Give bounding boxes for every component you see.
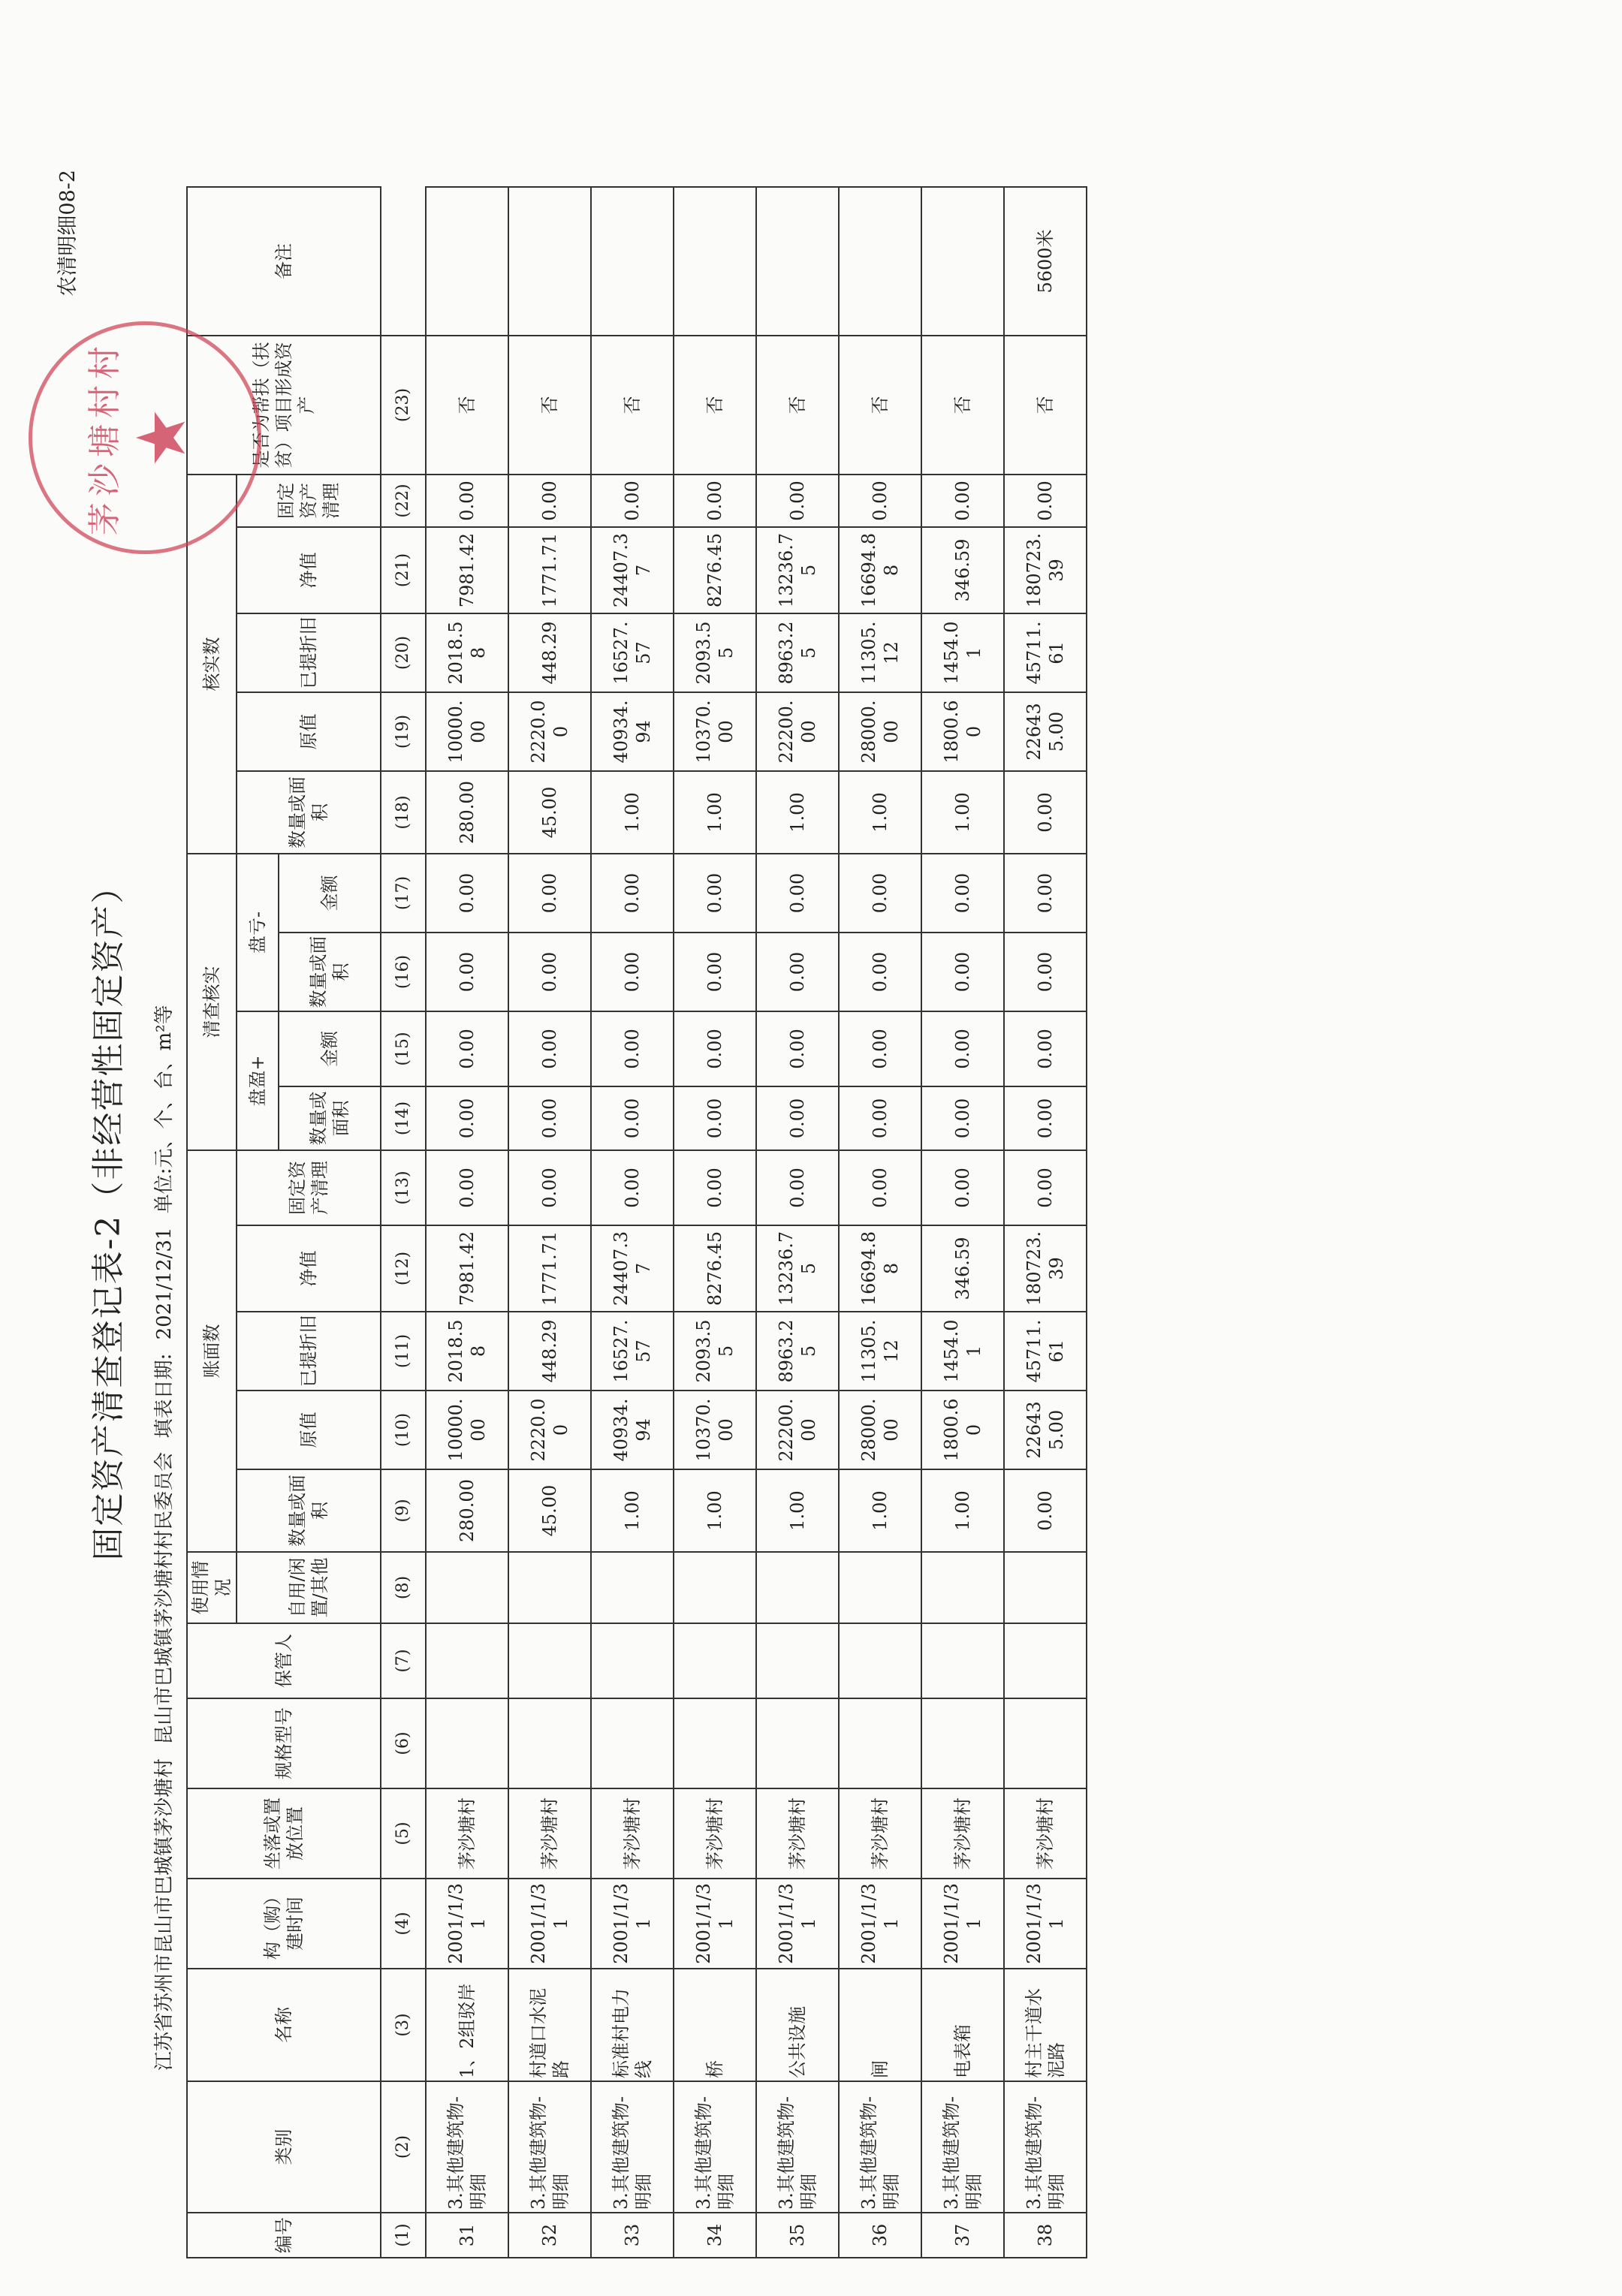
cell-net: 16694.88 <box>839 1225 921 1312</box>
cell-pov: 否 <box>591 336 674 475</box>
cell-net: 13236.75 <box>756 1225 839 1312</box>
cell-remark <box>508 187 591 336</box>
cell-pov: 否 <box>674 336 756 475</box>
col-number: (9) <box>381 1469 426 1552</box>
cell-id: 35 <box>756 2213 839 2258</box>
table-row <box>756 187 839 2258</box>
cell-pov: 否 <box>839 336 921 475</box>
cell-model <box>1004 1698 1087 1788</box>
cell-usage <box>426 1552 508 1623</box>
cell-cd: 11305.12 <box>839 613 921 692</box>
cell-id: 31 <box>426 2213 508 2258</box>
cell-name: 公共设施 <box>756 1969 839 2081</box>
cell-clean: 0.00 <box>426 1150 508 1225</box>
cell-la: 0.00 <box>839 854 921 933</box>
cell-cn: 180723.39 <box>1004 527 1087 613</box>
cell-sq: 0.00 <box>921 1086 1004 1150</box>
cell-keeper <box>1004 1623 1087 1698</box>
cell-qty: 1.00 <box>674 1469 756 1552</box>
cell-sa: 0.00 <box>426 1011 508 1086</box>
cell-cd: 16527.57 <box>591 613 674 692</box>
cell-usage <box>674 1552 756 1623</box>
cell-keeper <box>591 1623 674 1698</box>
header-l-qty: 数量或面积 <box>279 933 381 1011</box>
cell-cq: 1.00 <box>591 771 674 854</box>
cell-depr: 448.29 <box>508 1312 591 1391</box>
cell-category: 3.其他建筑物-明细 <box>674 2081 756 2213</box>
cell-remark <box>756 187 839 336</box>
cell-category: 3.其他建筑物-明细 <box>591 2081 674 2213</box>
cell-usage <box>756 1552 839 1623</box>
cell-la: 0.00 <box>756 854 839 933</box>
cell-cc: 0.00 <box>426 475 508 527</box>
cell-cn: 13236.75 <box>756 527 839 613</box>
cell-co: 226435.00 <box>1004 692 1087 771</box>
cell-remark <box>591 187 674 336</box>
cell-loc: 茅沙塘村 <box>921 1788 1004 1879</box>
cell-keeper <box>756 1623 839 1698</box>
header-checked-group: 核实数 <box>187 475 237 854</box>
registration-sheet <box>6 134 1508 2296</box>
header-c-orig: 原值 <box>237 692 381 771</box>
cell-category: 3.其他建筑物-明细 <box>426 2081 508 2213</box>
seal-text: 茅沙塘村村 <box>86 340 124 535</box>
cell-orig: 10000.00 <box>426 1391 508 1469</box>
cell-sq: 0.00 <box>426 1086 508 1150</box>
col-number: (15) <box>381 1011 426 1086</box>
cell-id: 37 <box>921 2213 1004 2258</box>
col-number: (10) <box>381 1391 426 1469</box>
cell-co: 28000.00 <box>839 692 921 771</box>
col-number: (16) <box>381 933 426 1011</box>
cell-net: 7981.42 <box>426 1225 508 1312</box>
cell-usage <box>839 1552 921 1623</box>
cell-net: 24407.37 <box>591 1225 674 1312</box>
cell-lq: 0.00 <box>839 933 921 1011</box>
header-verify-group: 清查核实 <box>187 854 237 1150</box>
table-row <box>674 187 756 2258</box>
cell-model <box>508 1698 591 1788</box>
cell-depr: 2093.55 <box>674 1312 756 1391</box>
cell-clean: 0.00 <box>674 1150 756 1225</box>
header-depr: 已提折旧 <box>237 1312 381 1391</box>
header-name: 名称 <box>187 1969 381 2081</box>
cell-cc: 0.00 <box>756 475 839 527</box>
form-code: 农清明细08-2 <box>56 170 80 297</box>
cell-category: 3.其他建筑物-明细 <box>508 2081 591 2213</box>
cell-usage <box>508 1552 591 1623</box>
cell-loc: 茅沙塘村 <box>674 1788 756 1879</box>
cell-net: 346.59 <box>921 1225 1004 1312</box>
cell-usage <box>1004 1552 1087 1623</box>
col-number: (5) <box>381 1788 426 1879</box>
col-number: (1) <box>381 2213 426 2258</box>
cell-cq: 0.00 <box>1004 771 1087 854</box>
cell-name: 闸 <box>839 1969 921 2081</box>
cell-clean: 0.00 <box>921 1150 1004 1225</box>
cell-pov: 否 <box>1004 336 1087 475</box>
cell-sa: 0.00 <box>839 1011 921 1086</box>
cell-name: 电表箱 <box>921 1969 1004 2081</box>
cell-name: 村主干道水泥路 <box>1004 1969 1087 2081</box>
cell-cd: 2018.58 <box>426 613 508 692</box>
cell-cn: 24407.37 <box>591 527 674 613</box>
cell-orig: 10370.00 <box>674 1391 756 1469</box>
header-loss-group: 盘亏- <box>237 854 279 1011</box>
fill-date: 2021/12/31 <box>153 1227 176 1340</box>
cell-la: 0.00 <box>508 854 591 933</box>
cell-keeper <box>921 1623 1004 1698</box>
cell-la: 0.00 <box>921 854 1004 933</box>
asset-table <box>186 186 1087 2258</box>
table-row <box>921 187 1004 2258</box>
cell-loc: 茅沙塘村 <box>426 1788 508 1879</box>
unit-name: 昆山市巴城镇茅沙塘村村民委员会 <box>153 1451 176 1745</box>
cell-loc: 茅沙塘村 <box>508 1788 591 1879</box>
cell-model <box>756 1698 839 1788</box>
cell-date: 2001/1/3 1 <box>839 1879 921 1969</box>
col-number: (3) <box>381 1969 426 2081</box>
cell-orig: 22200.00 <box>756 1391 839 1469</box>
cell-co: 2220.00 <box>508 692 591 771</box>
header-l-amt: 金额 <box>279 854 381 933</box>
cell-clean: 0.00 <box>1004 1150 1087 1225</box>
cell-net: 8276.45 <box>674 1225 756 1312</box>
col-number: (14) <box>381 1086 426 1150</box>
cell-id: 34 <box>674 2213 756 2258</box>
col-number: (12) <box>381 1225 426 1312</box>
cell-id: 38 <box>1004 2213 1087 2258</box>
table-row <box>1004 187 1087 2258</box>
cell-qty: 1.00 <box>756 1469 839 1552</box>
cell-model <box>591 1698 674 1788</box>
cell-date: 2001/1/3 1 <box>426 1879 508 1969</box>
cell-cd: 8963.25 <box>756 613 839 692</box>
cell-sq: 0.00 <box>839 1086 921 1150</box>
cell-lq: 0.00 <box>1004 933 1087 1011</box>
cell-loc: 茅沙塘村 <box>756 1788 839 1879</box>
cell-cc: 0.00 <box>674 475 756 527</box>
header-qty: 数量或面积 <box>237 1469 381 1552</box>
header-s-qty: 数量或面积 <box>279 1086 381 1150</box>
cell-cn: 7981.42 <box>426 527 508 613</box>
page-title: 固定资产清查登记表-2（非经营性固定资产） <box>89 869 128 1561</box>
cell-qty: 1.00 <box>591 1469 674 1552</box>
cell-date: 2001/1/3 1 <box>756 1879 839 1969</box>
date-label: 填表日期: <box>153 1353 176 1439</box>
cell-clean: 0.00 <box>839 1150 921 1225</box>
header-category: 类别 <box>187 2081 381 2213</box>
cell-depr: 11305.12 <box>839 1312 921 1391</box>
cell-cc: 0.00 <box>591 475 674 527</box>
cell-date: 2001/1/3 1 <box>508 1879 591 1969</box>
cell-sq: 0.00 <box>508 1086 591 1150</box>
cell-orig: 1800.60 <box>921 1391 1004 1469</box>
cell-co: 22200.00 <box>756 692 839 771</box>
col-number: (8) <box>381 1552 426 1623</box>
cell-date: 2001/1/3 1 <box>921 1879 1004 1969</box>
cell-lq: 0.00 <box>921 933 1004 1011</box>
col-number: (6) <box>381 1698 426 1788</box>
cell-pov: 否 <box>426 336 508 475</box>
table-row <box>591 187 674 2258</box>
cell-cc: 0.00 <box>921 475 1004 527</box>
cell-co: 10370.00 <box>674 692 756 771</box>
header-c-depr: 已提折旧 <box>237 613 381 692</box>
unit-label: 单位:元、个、台、m²等 <box>153 1005 176 1214</box>
cell-cq: 1.00 <box>756 771 839 854</box>
col-number: (17) <box>381 854 426 933</box>
header-keeper: 保管人 <box>187 1623 381 1698</box>
table-row <box>426 187 508 2258</box>
cell-usage <box>591 1552 674 1623</box>
cell-category: 3.其他建筑物-明细 <box>921 2081 1004 2213</box>
cell-cn: 16694.88 <box>839 527 921 613</box>
col-number: (11) <box>381 1312 426 1391</box>
cell-depr: 8963.25 <box>756 1312 839 1391</box>
cell-cc: 0.00 <box>839 475 921 527</box>
cell-pov: 否 <box>756 336 839 475</box>
cell-cq: 280.00 <box>426 771 508 854</box>
col-number: (22) <box>381 475 426 527</box>
header-usage-group: 使用情况 <box>187 1552 237 1623</box>
seal-star-icon: ★ <box>122 407 201 469</box>
cell-la: 0.00 <box>1004 854 1087 933</box>
cell-lq: 0.00 <box>591 933 674 1011</box>
cell-lq: 0.00 <box>426 933 508 1011</box>
cell-category: 3.其他建筑物-明细 <box>1004 2081 1087 2213</box>
cell-orig: 226435.00 <box>1004 1391 1087 1469</box>
cell-name: 村道口水泥路 <box>508 1969 591 2081</box>
cell-pov: 否 <box>508 336 591 475</box>
header-c-net: 净值 <box>237 527 381 613</box>
cell-depr: 16527.57 <box>591 1312 674 1391</box>
header-remark: 备注 <box>187 187 381 336</box>
cell-cq: 1.00 <box>839 771 921 854</box>
cell-cc: 0.00 <box>508 475 591 527</box>
header-build-time: 构（购）建时间 <box>187 1879 381 1969</box>
cell-remark: 5600米 <box>1004 187 1087 336</box>
cell-id: 36 <box>839 2213 921 2258</box>
cell-sa: 0.00 <box>591 1011 674 1086</box>
cell-co: 40934.94 <box>591 692 674 771</box>
cell-cd: 448.29 <box>508 613 591 692</box>
cell-loc: 茅沙塘村 <box>591 1788 674 1879</box>
cell-remark <box>921 187 1004 336</box>
col-number: (20) <box>381 613 426 692</box>
col-number: (7) <box>381 1623 426 1698</box>
header-poverty: 是否为帮扶（扶贫）项目形成资产 <box>187 336 381 475</box>
cell-clean: 0.00 <box>591 1150 674 1225</box>
cell-usage <box>921 1552 1004 1623</box>
cell-clean: 0.00 <box>756 1150 839 1225</box>
table-row <box>839 187 921 2258</box>
cell-cq: 1.00 <box>674 771 756 854</box>
cell-sq: 0.00 <box>591 1086 674 1150</box>
header-original: 原值 <box>237 1391 381 1469</box>
col-number: (4) <box>381 1879 426 1969</box>
cell-remark <box>674 187 756 336</box>
cell-keeper <box>508 1623 591 1698</box>
col-number: (23) <box>381 336 426 475</box>
header-id: 编号 <box>187 2213 381 2258</box>
col-number: (2) <box>381 2081 426 2213</box>
cell-keeper <box>426 1623 508 1698</box>
header-c-clean: 固定资产清理 <box>237 475 381 527</box>
cell-sa: 0.00 <box>756 1011 839 1086</box>
cell-name: 1、2组驳岸 <box>426 1969 508 2081</box>
cell-model <box>426 1698 508 1788</box>
cell-qty: 1.00 <box>921 1469 1004 1552</box>
header-c-qty: 数量或面积 <box>237 771 381 854</box>
cell-qty: 45.00 <box>508 1469 591 1552</box>
cell-clean: 0.00 <box>508 1150 591 1225</box>
cell-model <box>674 1698 756 1788</box>
cell-net: 180723.39 <box>1004 1225 1087 1312</box>
cell-keeper <box>839 1623 921 1698</box>
cell-sq: 0.00 <box>674 1086 756 1150</box>
cell-date: 2001/1/3 1 <box>1004 1879 1087 1969</box>
cell-cc: 0.00 <box>1004 475 1087 527</box>
cell-cn: 8276.45 <box>674 527 756 613</box>
cell-cq: 45.00 <box>508 771 591 854</box>
cell-cn: 1771.71 <box>508 527 591 613</box>
cell-name: 桥 <box>674 1969 756 2081</box>
cell-depr: 1454.01 <box>921 1312 1004 1391</box>
cell-net: 1771.71 <box>508 1225 591 1312</box>
header-location: 坐落或置放位置 <box>187 1788 381 1879</box>
cell-cn: 346.59 <box>921 527 1004 613</box>
cell-sq: 0.00 <box>1004 1086 1087 1150</box>
cell-depr: 45711.61 <box>1004 1312 1087 1391</box>
cell-sq: 0.00 <box>756 1086 839 1150</box>
cell-co: 10000.00 <box>426 692 508 771</box>
header-model: 规格型号 <box>187 1698 381 1788</box>
col-number: (18) <box>381 771 426 854</box>
cell-lq: 0.00 <box>674 933 756 1011</box>
header-usage: 自用/闲置/其他 <box>237 1552 381 1623</box>
cell-remark <box>426 187 508 336</box>
cell-la: 0.00 <box>591 854 674 933</box>
cell-loc: 茅沙塘村 <box>1004 1788 1087 1879</box>
cell-lq: 0.00 <box>756 933 839 1011</box>
cell-qty: 280.00 <box>426 1469 508 1552</box>
cell-sa: 0.00 <box>921 1011 1004 1086</box>
cell-model <box>839 1698 921 1788</box>
sub-header <box>149 164 176 2071</box>
cell-remark <box>839 187 921 336</box>
header-book-group: 账面数 <box>187 1150 237 1552</box>
cell-sa: 0.00 <box>1004 1011 1087 1086</box>
cell-category: 3.其他建筑物-明细 <box>839 2081 921 2213</box>
cell-cd: 2093.55 <box>674 613 756 692</box>
cell-cd: 1454.01 <box>921 613 1004 692</box>
cell-id: 33 <box>591 2213 674 2258</box>
cell-la: 0.00 <box>674 854 756 933</box>
cell-cq: 1.00 <box>921 771 1004 854</box>
cell-date: 2001/1/3 1 <box>591 1879 674 1969</box>
cell-id: 32 <box>508 2213 591 2258</box>
cell-qty: 1.00 <box>839 1469 921 1552</box>
cell-orig: 28000.00 <box>839 1391 921 1469</box>
header-cleanup: 固定资产清理 <box>237 1150 381 1225</box>
org-name: 江苏省苏州市昆山市巴城镇茅沙塘村 <box>153 1758 176 2071</box>
cell-name: 标准村电力线 <box>591 1969 674 2081</box>
cell-lq: 0.00 <box>508 933 591 1011</box>
header-surplus-group: 盘盈+ <box>237 1011 279 1150</box>
cell-loc: 茅沙塘村 <box>839 1788 921 1879</box>
cell-sa: 0.00 <box>674 1011 756 1086</box>
cell-co: 1800.60 <box>921 692 1004 771</box>
header-net: 净值 <box>237 1225 381 1312</box>
col-number: (21) <box>381 527 426 613</box>
cell-la: 0.00 <box>426 854 508 933</box>
header-s-amt: 金额 <box>279 1011 381 1086</box>
cell-pov: 否 <box>921 336 1004 475</box>
cell-cd: 45711.61 <box>1004 613 1087 692</box>
cell-orig: 2220.00 <box>508 1391 591 1469</box>
cell-model <box>921 1698 1004 1788</box>
cell-qty: 0.00 <box>1004 1469 1087 1552</box>
cell-depr: 2018.58 <box>426 1312 508 1391</box>
table-row <box>508 187 591 2258</box>
cell-keeper <box>674 1623 756 1698</box>
cell-sa: 0.00 <box>508 1011 591 1086</box>
cell-category: 3.其他建筑物-明细 <box>756 2081 839 2213</box>
col-number: (13) <box>381 1150 426 1225</box>
cell-date: 2001/1/3 1 <box>674 1879 756 1969</box>
cell-orig: 40934.94 <box>591 1391 674 1469</box>
col-number: (19) <box>381 692 426 771</box>
